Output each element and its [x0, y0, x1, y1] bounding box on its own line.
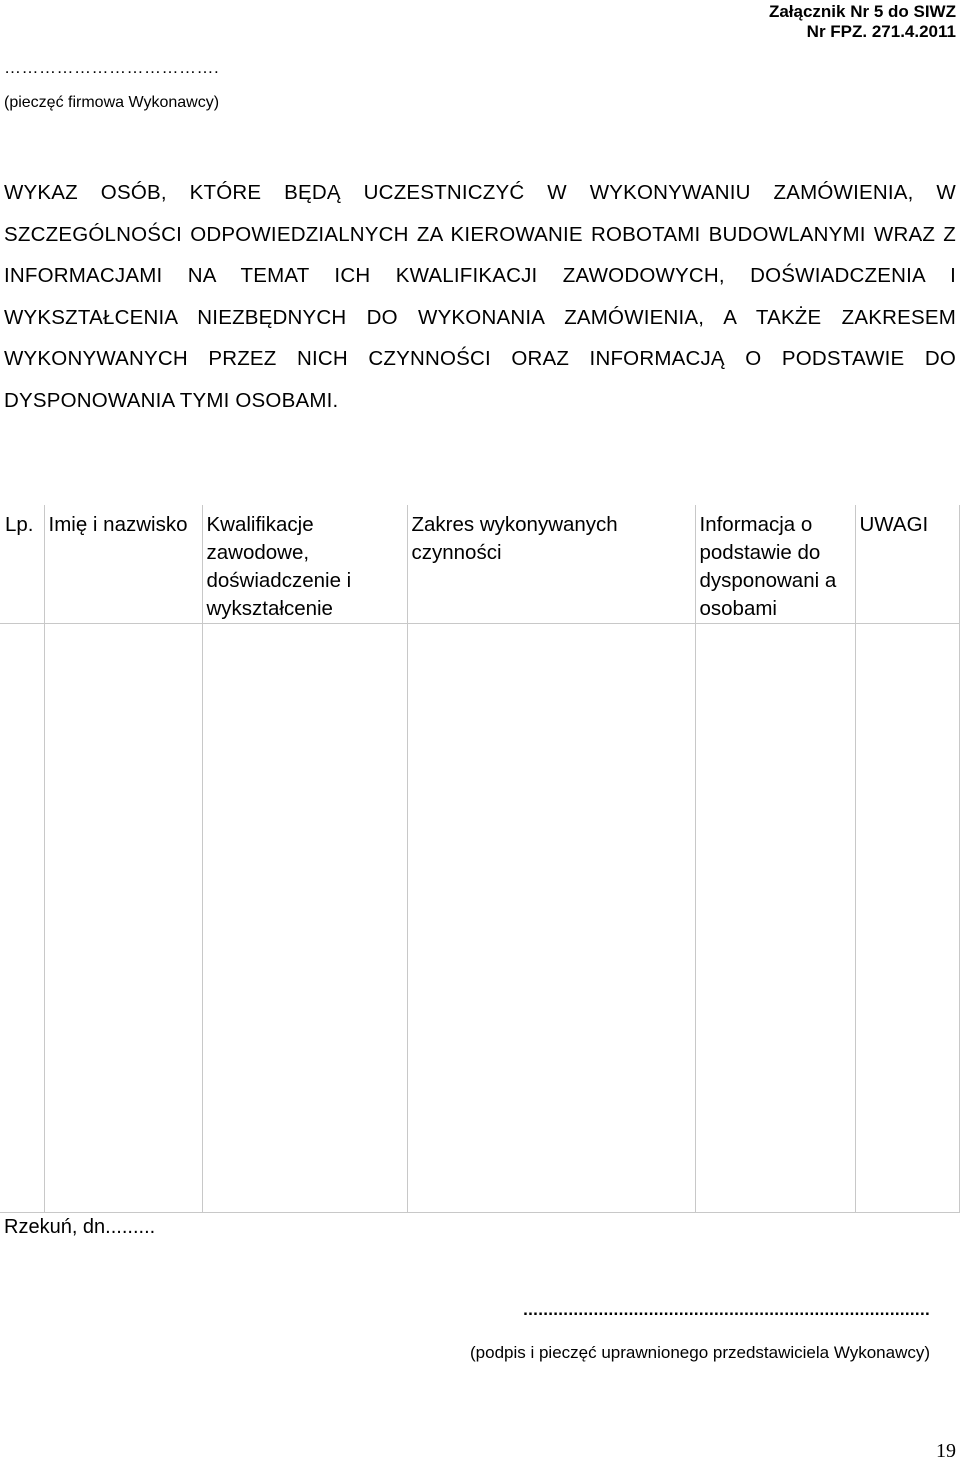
attachment-header — [769, 2, 956, 42]
table-row — [0, 624, 959, 1213]
page-number: 19 — [936, 1440, 956, 1462]
place-date: Rzekuń, dn......... — [4, 1216, 156, 1238]
cell-lp[interactable] — [0, 624, 44, 1213]
attachment-number: Załącznik Nr 5 do SIWZ — [768, 2, 956, 21]
document-title: WYKAZ OSÓB, KTÓRE BĘDĄ UCZESTNICZYĆ W WYKONYWANIU ZAMÓWIENIA, W SZCZEGÓLNOŚCI ODPOWIEDZIALNYCH ZA KIEROWANIE ROBOTAMI BUDOWLANYMI WRAZ Z INFORMACJAMI NA TEMAT ICH KWALIFIKACJI ZAWODOWYCH, DOŚWIADCZENIA I WYKSZTAŁCENIA NIEZBĘDNYCH DO WYKONANIA ZAMÓWIENIA, A TAKŻE ZAKRESEM WYKONYWANYCH PRZEZ NICH CZYNNOŚCI ORAZ INFORMACJĄ O PODSTAWIE DO DYSPONOWANIA TYMI OSOBAMI. — [4, 181, 956, 412]
col-scope: Zakres wykonywanych czynności — [407, 505, 695, 624]
signature-label: (podpis i pieczęć uprawnionego przedstawiciela Wykonawcy) — [470, 1343, 931, 1362]
reference-number: Nr FPZ. 271.4.2011 — [806, 22, 956, 41]
signature-line: ................................................................................. — [523, 1300, 930, 1319]
table-header-row — [0, 505, 959, 624]
col-basis: Informacja o podstawie do dysponowani a osobami — [695, 505, 855, 624]
col-qualifications: Kwalifikacje zawodowe, doświadczenie i wykształcenie — [202, 505, 407, 624]
staff-table — [0, 505, 960, 1213]
cell-basis[interactable] — [695, 624, 855, 1213]
col-name: Imię i nazwisko — [44, 505, 202, 624]
cell-scope[interactable] — [407, 624, 695, 1213]
cell-remarks[interactable] — [855, 624, 959, 1213]
company-stamp-dots: ………………………………. — [4, 58, 220, 77]
col-lp: Lp. — [0, 505, 44, 624]
cell-qualifications[interactable] — [202, 624, 407, 1213]
cell-name[interactable] — [44, 624, 202, 1213]
company-stamp-label: (pieczęć firmowa Wykonawcy) — [4, 94, 220, 111]
col-remarks: UWAGI — [855, 505, 959, 624]
